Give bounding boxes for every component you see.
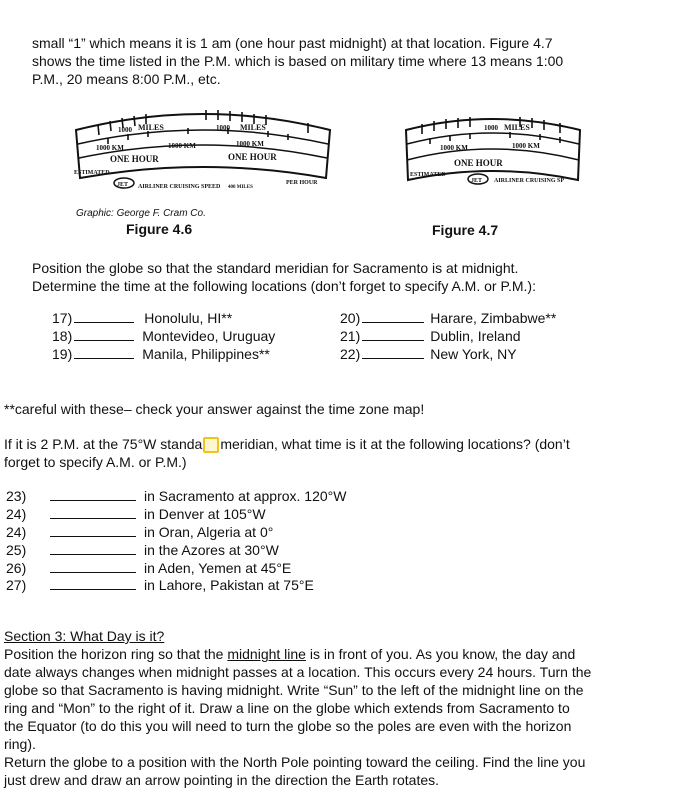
section-line: Return the globe to a position with the North Pole pointing toward the ceiling. Find the line you (4, 754, 586, 770)
fig47-km-label-2: 1000 KM (512, 142, 540, 150)
section-a-instructions (32, 259, 536, 295)
question-number: 26) (6, 560, 27, 576)
fig46-km-label-2: 1000 KM (168, 142, 196, 150)
fig46-thousand-label: 1000 (118, 126, 132, 134)
fig47-km-label: 1000 KM (440, 144, 468, 152)
question-number: 25) (6, 542, 27, 558)
location-label: in Oran, Algeria at 0° (144, 524, 274, 540)
figure-4-7-label: Figure 4.7 (432, 222, 499, 238)
question-25 (6, 541, 279, 558)
question-23 (6, 487, 346, 504)
section-line (4, 645, 680, 663)
answer-blank[interactable] (50, 523, 136, 537)
answer-blank[interactable] (50, 505, 136, 519)
intro-paragraph (32, 34, 563, 88)
figure-4-6-label: Figure 4.6 (126, 221, 193, 237)
question-20 (340, 309, 556, 326)
fig46-400-miles-label: 400 MILES (228, 185, 253, 190)
midnight-line-term: midnight line (227, 646, 306, 662)
fig46-estimated-label: ESTIMATED (74, 170, 110, 176)
question-line: forget to specify A.M. or P.M.) (4, 454, 187, 471)
fig47-miles-label: MILES (504, 123, 530, 132)
question-21 (340, 327, 521, 344)
question-number: 24) (6, 524, 27, 540)
section-line: ring and “Mon” to the right of it. Draw a line on the globe which extends from Sacramento to (4, 700, 570, 716)
question-22 (340, 345, 517, 362)
intro-line: P.M., 20 means 8:00 P.M., etc. (32, 71, 221, 87)
fig46-miles-label: MILES (138, 123, 164, 132)
fig46-jet-label: JET (117, 182, 129, 188)
section-line: globe so that Sacramento is having midnight. Write “Sun” to the left of the midnight line on the (4, 682, 584, 698)
question-number: 22) (340, 346, 361, 362)
answer-blank[interactable] (362, 345, 424, 359)
careful-note: **careful with these– check your answer against the time zone map! (4, 401, 425, 417)
figure-credit: Graphic: George F. Cram Co. (76, 208, 206, 219)
fig46-airliner-label: AIRLINER CRUISING SPEED (138, 184, 221, 190)
fig46-one-hour-label: ONE HOUR (110, 154, 159, 164)
fig47-jet-label: JET (471, 178, 483, 184)
question-27 (6, 576, 314, 593)
intro-line: small “1” which means it is 1 am (one hour past midnight) at that location. Figure 4.7 (32, 35, 553, 51)
section-text-part: is in front of you. As you know, the day and (305, 646, 576, 662)
question-text-part: meridian, what time is it at the following locations? (don’t (220, 436, 570, 452)
fig47-estimated-label: ESTIMATED (410, 172, 446, 178)
section-text-part: Position the horizon ring so that the (4, 646, 228, 662)
answer-blank[interactable] (74, 345, 134, 359)
fig46-per-hour-label: PER HOUR (286, 180, 318, 186)
location-label: Manila, Philippines** (142, 346, 270, 362)
question-number: 18) (52, 328, 73, 344)
question-number: 27) (6, 577, 27, 593)
instruction-line: Determine the time at the following locations (don’t forget to specify A.M. or P.M.): (32, 278, 536, 294)
question-24 (6, 505, 266, 522)
fig46-miles-label-2: MILES (240, 123, 266, 132)
cursor-highlight-icon (203, 437, 219, 453)
location-label: in Denver at 105°W (144, 506, 266, 522)
section-3 (4, 627, 680, 789)
fig47-one-hour-label: ONE HOUR (454, 158, 503, 168)
location-label: New York, NY (430, 346, 517, 362)
answer-blank[interactable] (74, 327, 134, 341)
section-line: the Equator (to do this you will need to turn the globe so the poles are even with the horizon (4, 718, 572, 734)
section-line: just drew and draw an arrow pointing in the direction the Earth rotates. (4, 772, 440, 788)
location-label: in Sacramento at approx. 120°W (144, 488, 347, 504)
question-number: 23) (6, 488, 27, 504)
figure-4-6-scale (68, 100, 338, 200)
answer-blank[interactable] (50, 576, 136, 590)
fig46-km-label-3: 1000 KM (236, 140, 264, 148)
question-19 (52, 345, 270, 362)
section-line: date always changes when midnight passes at a location. This occurs every 24 hours. Turn the (4, 664, 592, 680)
fig47-airliner-label: AIRLINER CRUISING SP (494, 178, 565, 184)
question-number: 24) (6, 506, 27, 522)
question-number: 20) (340, 310, 361, 326)
answer-blank[interactable] (362, 327, 424, 341)
fig46-km-label: 1000 KM (96, 144, 124, 152)
question-24b (6, 523, 273, 540)
fig47-thousand-label: 1000 (484, 124, 498, 132)
fig46-thousand-label-2: 1000 (216, 124, 230, 132)
question-18 (52, 327, 275, 344)
intro-line: shows the time listed in the P.M. which is based on military time where 13 means 1:00 (32, 53, 564, 69)
instruction-line: Position the globe so that the standard meridian for Sacramento is at midnight. (32, 260, 519, 276)
figure-4-7-scale (400, 108, 585, 198)
question-number: 17) (52, 310, 73, 326)
location-label: in the Azores at 30°W (144, 542, 279, 558)
answer-blank[interactable] (50, 487, 136, 501)
location-label: Honolulu, HI** (144, 310, 233, 326)
location-label: Dublin, Ireland (430, 328, 521, 344)
answer-blank[interactable] (50, 541, 136, 555)
section-heading: Section 3: What Day is it? (4, 628, 165, 644)
section-b-question (4, 435, 674, 471)
location-label: in Aden, Yemen at 45°E (144, 560, 292, 576)
fig46-one-hour-label-2: ONE HOUR (228, 152, 277, 162)
question-number: 21) (340, 328, 361, 344)
answer-blank[interactable] (50, 559, 136, 573)
section-line: ring). (4, 736, 36, 752)
answer-blank[interactable] (74, 309, 134, 323)
question-line (4, 435, 674, 453)
answer-blank[interactable] (362, 309, 424, 323)
location-label: Montevideo, Uruguay (142, 328, 276, 344)
question-text-part: If it is 2 P.M. at the 75°W standa (4, 436, 203, 452)
question-26 (6, 559, 291, 576)
question-17 (52, 309, 232, 326)
location-label: in Lahore, Pakistan at 75°E (144, 577, 314, 593)
question-number: 19) (52, 346, 73, 362)
location-label: Harare, Zimbabwe** (430, 310, 557, 326)
